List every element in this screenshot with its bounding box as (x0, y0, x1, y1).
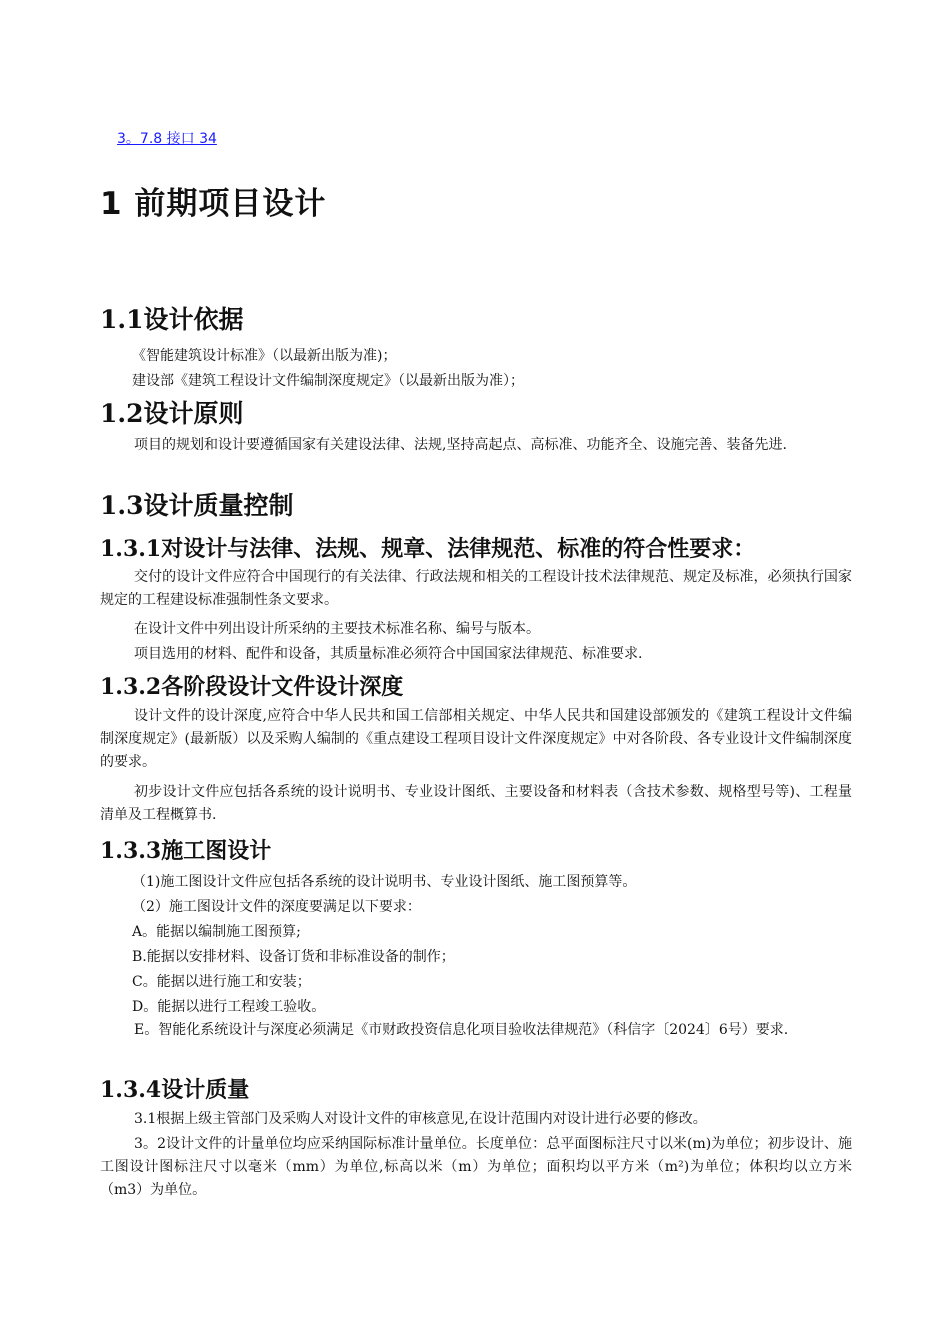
compliance-paragraph-3: 项目选用的材料、配件和设备，其质量标准必须符合中国国家法律规范、标准要求. (134, 646, 643, 662)
requirement-d: D。能据以进行工程竣工验收。 (132, 999, 326, 1015)
compliance-paragraph-2: 在设计文件中列出设计所采纳的主要技术标准名称、编号与版本。 (134, 621, 540, 637)
quality-paragraph-2: 3。2设计文件的计量单位均应采纳国际标准计量单位。长度单位：总平面图标注尺寸以米(m)为单位；初步设计、施工图设计图标注尺寸以毫米（mm）为单位,标高以米（m）为单位；面积均以平方米（m²)为单位；体积均以立方米（m3）为单位。 (100, 1136, 852, 1198)
requirement-e: E。智能化系统设计与深度必须满足《市财政投资信息化项目验收法律规范》（科信字〔2024〕6号）要求. (134, 1022, 789, 1038)
construction-line-2: （2）施工图设计文件的深度要满足以下要求： (132, 899, 421, 915)
requirement-b: B.能据以安排材料、设备订货和非标准设备的制作； (132, 949, 455, 965)
section-heading-1-3-4: 1.3.4设计质量 (100, 1077, 250, 1103)
section-heading-1-2: 1.2设计原则 (100, 399, 244, 428)
section-heading-1-3-3: 1.3.3施工图设计 (100, 838, 272, 864)
principle-paragraph: 项目的规划和设计要遵循国家有关建设法律、法规,坚持高起点、高标准、功能齐全、设施完善、装备先进. (134, 437, 787, 453)
toc-link[interactable]: 3。7.8 接口 34 (117, 131, 217, 147)
requirement-c: C。能据以进行施工和安装； (132, 974, 311, 990)
requirement-a: A。能据以编制施工图预算; (132, 924, 301, 940)
section-heading-1-3: 1.3设计质量控制 (100, 491, 294, 520)
section-heading-1-3-2: 1.3.2各阶段设计文件设计深度 (100, 674, 404, 700)
construction-line-1: （1)施工图设计文件应包括各系统的设计说明书、专业设计图纸、施工图预算等。 (132, 874, 637, 890)
depth-paragraph-2: 初步设计文件应包括各系统的设计说明书、专业设计图纸、主要设备和材料表（含技术参数、规格型号等)、工程量清单及工程概算书. (100, 784, 852, 823)
section-heading-1-1: 1.1设计依据 (100, 305, 244, 334)
compliance-paragraph-1: 交付的设计文件应符合中国现行的有关法律、行政法规和相关的工程设计技术法律规范、规定及标准，必须执行国家规定的工程建设标准强制性条文要求。 (100, 569, 852, 608)
depth-paragraph-1: 设计文件的设计深度,应符合中华人民共和国工信部相关规定、中华人民共和国建设部颁发的《建筑工程设计文件编制深度规定》(最新版）以及采购人编制的《重点建设工程项目设计文件深度规定》中对各阶段、各专业设计文件编制深度的要求。 (100, 708, 852, 770)
basis-line-1: 《智能建筑设计标准》（以最新出版为准)； (132, 348, 397, 364)
section-heading-1-3-1: 1.3.1对设计与法律、法规、规章、法律规范、标准的符合性要求： (100, 536, 756, 562)
basis-line-2: 建设部《建筑工程设计文件编制深度规定》（以最新出版为准）； (132, 373, 524, 389)
quality-paragraph-1: 3.1根据上级主管部门及采购人对设计文件的审核意见,在设计范围内对设计进行必要的修改。 (134, 1111, 707, 1127)
chapter-title: 1 前期项目设计 (100, 186, 327, 222)
